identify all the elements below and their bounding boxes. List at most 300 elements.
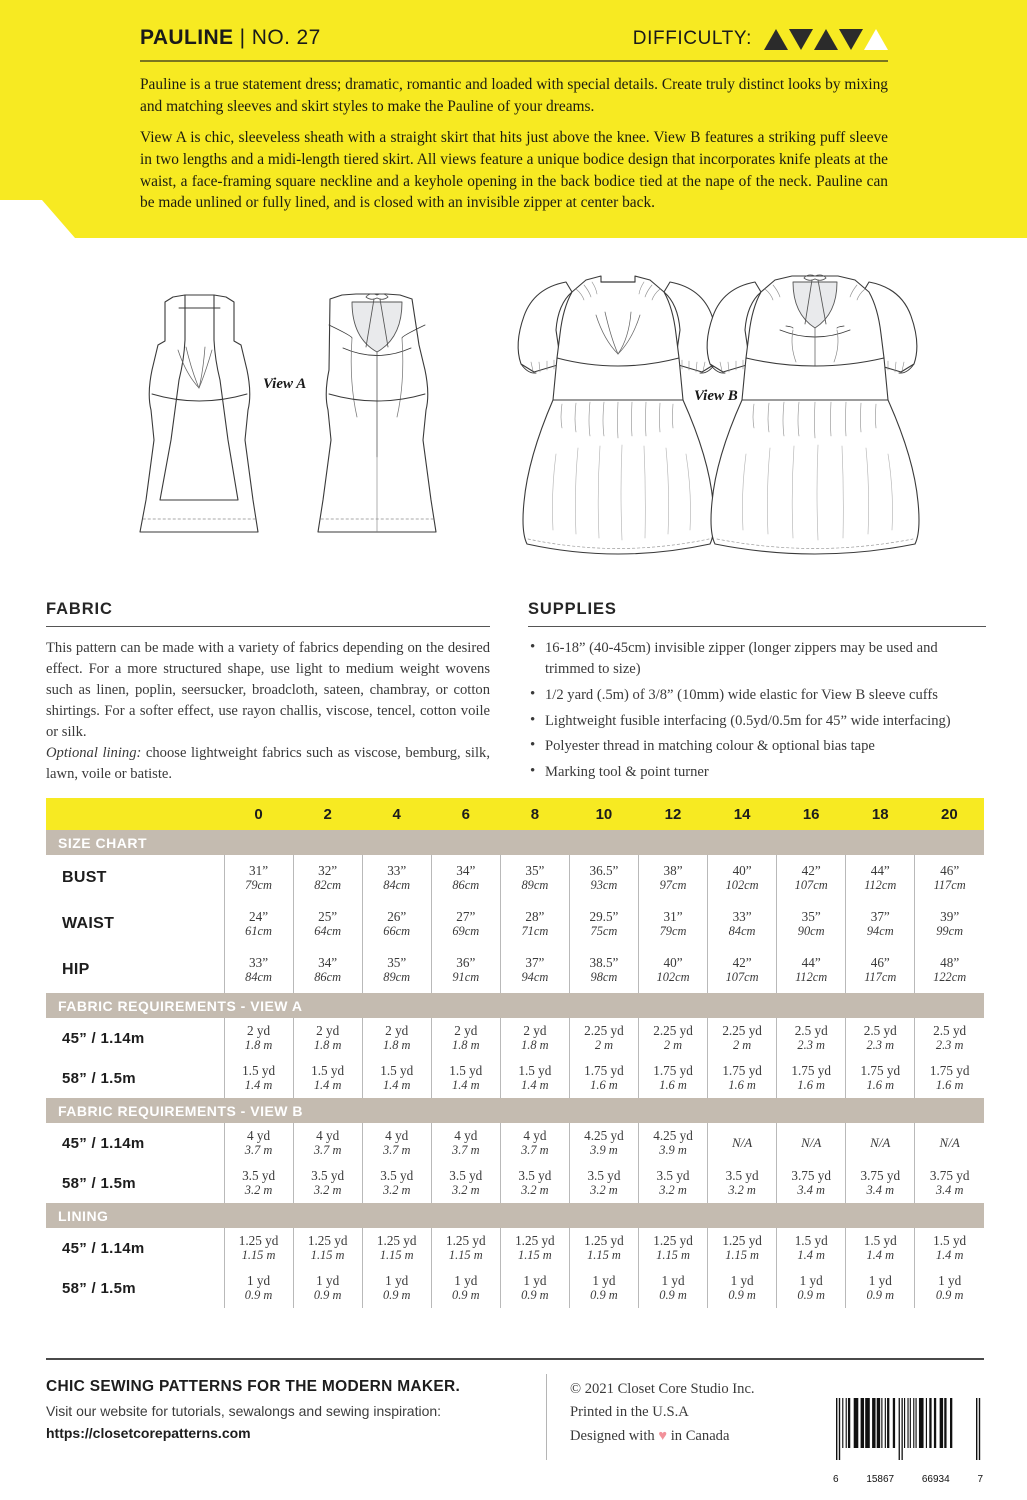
cell-imperial: 35” [387, 954, 407, 970]
table-cell [431, 1123, 500, 1163]
cell-metric: 1.4 m [521, 1078, 549, 1093]
pattern-number: NO. 27 [251, 26, 321, 49]
table-cell [777, 855, 846, 901]
cell-metric: 3.2 m [452, 1183, 480, 1198]
view-a-front-illustration [140, 295, 258, 532]
size-header-cell: 10 [569, 798, 638, 830]
cell-metric: 1.15 m [310, 1248, 345, 1263]
cell-metric: 3.7 m [313, 1143, 342, 1158]
table-cell [777, 1163, 846, 1203]
table-cell [638, 901, 707, 947]
cell-imperial: 35” [801, 908, 821, 924]
table-row [46, 1123, 984, 1163]
cell-imperial: 26” [387, 908, 407, 924]
line-drawings-svg [0, 242, 1027, 594]
cell-imperial: 33” [249, 954, 269, 970]
cell-metric: 1.4 m [382, 1078, 411, 1093]
cell-metric: 1.4 m [797, 1248, 825, 1263]
cell-metric: 3.7 m [452, 1143, 480, 1158]
table-cell [362, 1163, 431, 1203]
table-cell [500, 1018, 569, 1058]
table-cell [708, 1228, 777, 1268]
cell-metric: 3.2 m [521, 1183, 549, 1198]
cell-metric: 0.9 m [728, 1288, 756, 1303]
view-b-front-illustration [518, 276, 718, 554]
cell-imperial: 4 yd [247, 1127, 271, 1143]
cell-metric: 99cm [936, 924, 964, 939]
cell-imperial: 46” [870, 954, 890, 970]
table-cell [500, 1268, 569, 1308]
cell-metric: 1.8 m [382, 1038, 411, 1053]
cell-imperial: 39” [940, 908, 960, 924]
cell-metric: 1.8 m [452, 1038, 480, 1053]
requirement-row-label: 58” / 1.5m [62, 1069, 136, 1087]
table-cell [915, 1058, 984, 1098]
intro-paragraph-1: Pauline is a true statement dress; dramatic, romantic and loaded with special details. Create truly distinct looks by mixing and matching sleeves and skirt styles to make the Pauline of your dreams. [140, 76, 888, 115]
band-view-a [46, 993, 984, 1018]
table-row [46, 855, 984, 901]
cell-metric: 3.2 m [659, 1183, 687, 1198]
measurement-row-label: HIP [62, 961, 90, 978]
table-cell [224, 1123, 293, 1163]
cell-metric: 1.15 m [725, 1248, 759, 1263]
cell-metric: 69cm [452, 924, 480, 939]
cell-imperial: 31” [249, 862, 269, 878]
table-cell [777, 1123, 846, 1163]
difficulty-triangle-1-icon [764, 29, 788, 50]
cell-imperial: 1.25 yd [653, 1232, 693, 1248]
designed-post: in Canada [667, 1427, 730, 1444]
barcode-digit-right: 7 [977, 1473, 983, 1485]
table-row [46, 1268, 984, 1308]
cell-metric: 1.15 m [587, 1248, 621, 1263]
cell-metric: 86cm [452, 878, 480, 893]
table-cell [777, 1018, 846, 1058]
cell-metric: 3.4 m [797, 1183, 825, 1198]
table-cell [777, 1228, 846, 1268]
cell-metric: 2 m [732, 1038, 752, 1053]
barcode-digits-2: 66934 [921, 1473, 950, 1485]
barcode-svg [832, 1396, 984, 1468]
table-cell [224, 1163, 293, 1203]
fabric-heading: FABRIC [46, 600, 113, 618]
cell-metric: 102cm [725, 878, 759, 893]
printed-line: Printed in the U.S.A [570, 1404, 689, 1421]
technical-drawings [0, 242, 1027, 594]
size-header-cell: 14 [708, 798, 777, 830]
cell-metric: 1.4 m [244, 1078, 273, 1093]
cell-imperial: 24” [249, 908, 269, 924]
table-cell [569, 1268, 638, 1308]
size-header-cell: 20 [915, 798, 984, 830]
cell-imperial: 44” [870, 862, 890, 878]
difficulty-meter [633, 28, 888, 50]
cell-imperial: 2 yd [454, 1022, 478, 1038]
supplies-section [528, 600, 986, 788]
cell-imperial: 4 yd [523, 1127, 547, 1143]
difficulty-triangle-5-icon [864, 29, 888, 50]
table-cell [500, 901, 569, 947]
fabric-section [46, 600, 490, 785]
cell-metric: 1.6 m [590, 1078, 618, 1093]
view-b-back-illustration [707, 275, 919, 554]
intro-paragraph-2: View A is chic, sleeveless sheath with a straight skirt that hits just above the knee. View B features a striking puff sleeve in two lengths and a midi-length tiered skirt. All views feature a unique bodice design that incorporates knife pleats at the waist, a face-framing square neckline and a keyhole opening in the back bodice tied at the nape of the neck. Pauline can be made unlined or fully lined, and is closed with an invisible zipper at center back. [140, 128, 888, 212]
band-view-a-label: FABRIC REQUIREMENTS - VIEW A [46, 993, 984, 1018]
cell-metric: 82cm [314, 878, 342, 893]
table-cell [708, 855, 777, 901]
cell-imperial: 1 yd [592, 1272, 616, 1288]
footer [46, 1358, 984, 1485]
cell-imperial: 1.25 yd [376, 1232, 417, 1248]
designed-line [570, 1425, 820, 1449]
table-cell [224, 901, 293, 947]
cell-metric: 1.6 m [728, 1078, 756, 1093]
cell-na: N/A [870, 1135, 891, 1150]
cell-imperial: 2 yd [316, 1022, 340, 1038]
cell-metric: 1.4 m [935, 1248, 964, 1263]
table-cell [293, 1163, 362, 1203]
table-cell [638, 1228, 707, 1268]
requirement-row-label: 45” / 1.14m [62, 1029, 145, 1047]
table-cell [500, 1163, 569, 1203]
cell-metric: 112cm [864, 878, 897, 893]
cell-metric: 112cm [795, 970, 828, 985]
cell-imperial: 4 yd [316, 1127, 340, 1143]
footer-body [46, 1377, 984, 1485]
cell-imperial: 4 yd [454, 1127, 478, 1143]
cell-imperial: 1 yd [868, 1272, 892, 1288]
table-cell [224, 1268, 293, 1308]
cell-metric: 0.9 m [590, 1288, 618, 1303]
table-cell [569, 1123, 638, 1163]
size-header-cell: 2 [293, 798, 362, 830]
cell-imperial: 3.5 yd [656, 1167, 690, 1183]
cell-metric: 71cm [521, 924, 549, 939]
brand-block [46, 1378, 546, 1449]
cell-imperial: 1 yd [661, 1272, 685, 1288]
table-cell [846, 1163, 915, 1203]
table-cell [915, 855, 984, 901]
cell-imperial: 33” [387, 862, 407, 878]
cell-metric: 1.15 m [656, 1248, 690, 1263]
table-cell [431, 1058, 500, 1098]
measurement-row-label: WAIST [62, 915, 115, 932]
cell-imperial: 42” [732, 954, 752, 970]
cell-imperial: 40” [663, 954, 683, 970]
table-cell [431, 1018, 500, 1058]
cell-metric: 2.3 m [935, 1038, 964, 1053]
cell-imperial: 3.75 yd [929, 1167, 970, 1183]
table-cell [777, 947, 846, 993]
table-row [46, 1163, 984, 1203]
title-separator: | [239, 26, 246, 49]
cell-metric: 3.7 m [244, 1143, 273, 1158]
cell-metric: 84cm [383, 878, 411, 893]
table-cell [915, 1228, 984, 1268]
cell-metric: 1.4 m [313, 1078, 342, 1093]
cell-metric: 0.9 m [521, 1288, 549, 1303]
cell-imperial: 3.5 yd [518, 1167, 552, 1183]
supplies-list [528, 638, 986, 782]
heart-icon: ♥ [658, 1427, 668, 1444]
cell-imperial: 1.25 yd [515, 1232, 555, 1248]
table-cell [569, 1228, 638, 1268]
cell-metric: 3.9 m [590, 1143, 618, 1158]
table-row [46, 947, 984, 993]
table-row [46, 901, 984, 947]
cell-metric: 79cm [659, 924, 687, 939]
cell-metric: 117cm [864, 970, 897, 985]
list-item: • 1/2 yard (.5m) of 3/8” (10mm) wide elastic for View B sleeve cuffs [528, 685, 986, 706]
cell-imperial: 1.5 yd [311, 1062, 345, 1078]
table-cell [569, 1018, 638, 1058]
cell-metric: 94cm [521, 970, 549, 985]
cell-imperial: 1.25 yd [722, 1232, 762, 1248]
cell-na: N/A [801, 1135, 822, 1150]
cell-metric: 94cm [866, 924, 894, 939]
cell-metric: 3.2 m [382, 1183, 411, 1198]
table-cell [500, 1228, 569, 1268]
cell-imperial: 34” [456, 862, 476, 878]
table-cell [293, 947, 362, 993]
table-cell [708, 1268, 777, 1308]
table-cell [638, 855, 707, 901]
table-cell [915, 1163, 984, 1203]
cell-imperial: 1.25 yd [307, 1232, 348, 1248]
cell-imperial: 3.5 yd [587, 1167, 621, 1183]
cell-imperial: 37” [870, 908, 890, 924]
table-cell [293, 1123, 362, 1163]
website-url[interactable]: https://closetcorepatterns.com [46, 1424, 251, 1441]
footer-vertical-divider [546, 1374, 547, 1460]
cell-metric: 1.15 m [518, 1248, 552, 1263]
fabric-lining-lead: Optional lining: [46, 745, 142, 762]
difficulty-triangle-4-icon [839, 29, 863, 50]
barcode-digit-left: 6 [833, 1473, 839, 1485]
table-cell [638, 1268, 707, 1308]
intro-text [140, 74, 888, 214]
list-item: • Marking tool & point turner [528, 762, 986, 783]
table-cell [431, 947, 500, 993]
designed-pre: Designed with [570, 1427, 659, 1444]
table-cell [846, 947, 915, 993]
cell-imperial: 38” [663, 862, 683, 878]
cell-metric: 0.9 m [452, 1288, 480, 1303]
cell-imperial: 1.75 yd [791, 1062, 831, 1078]
table-row [46, 1228, 984, 1268]
band-lining-label: LINING [46, 1203, 984, 1228]
cell-imperial: 31” [663, 908, 683, 924]
cell-imperial: 1 yd [454, 1272, 478, 1288]
table-cell [224, 1228, 293, 1268]
size-header-row [46, 798, 984, 830]
table-cell [638, 1163, 707, 1203]
cell-metric: 3.7 m [521, 1143, 549, 1158]
cell-imperial: 3.5 yd [449, 1167, 483, 1183]
band-size-chart [46, 830, 984, 855]
cell-imperial: 1.5 yd [242, 1062, 276, 1078]
table-cell [915, 1268, 984, 1308]
cell-imperial: 1 yd [799, 1272, 823, 1288]
cell-imperial: 1.5 yd [863, 1232, 897, 1248]
cell-imperial: 25” [318, 908, 338, 924]
fabric-divider [46, 626, 490, 627]
cell-imperial: 27” [456, 908, 476, 924]
table-cell [362, 901, 431, 947]
cell-na: N/A [731, 1135, 753, 1150]
requirement-row-label: 58” / 1.5m [62, 1174, 136, 1192]
table-cell [846, 1058, 915, 1098]
title-row [140, 26, 888, 50]
size-header-cell: 16 [777, 798, 846, 830]
cell-imperial: 36.5” [589, 862, 619, 878]
cell-metric: 1.6 m [797, 1078, 825, 1093]
cell-metric: 84cm [245, 970, 272, 985]
cell-metric: 1.6 m [659, 1078, 687, 1093]
cell-metric: 89cm [383, 970, 411, 985]
cell-imperial: 1 yd [385, 1272, 409, 1288]
table-cell [915, 901, 984, 947]
band-lining [46, 1203, 984, 1228]
cell-imperial: 1 yd [316, 1272, 340, 1288]
cell-imperial: 2.25 yd [653, 1022, 693, 1038]
cell-metric: 3.2 m [313, 1183, 342, 1198]
visit-line: Visit our website for tutorials, sewalongs and sewing inspiration: [46, 1402, 442, 1419]
list-item: • Polyester thread in matching colour & optional bias tape [528, 736, 986, 757]
legal-block [570, 1378, 820, 1449]
table-cell [224, 1058, 293, 1098]
table-cell [224, 855, 293, 901]
cell-metric: 3.4 m [866, 1183, 895, 1198]
cell-imperial: 1.25 yd [238, 1232, 279, 1248]
table-cell [431, 1163, 500, 1203]
barcode-image [832, 1396, 984, 1473]
page-title [140, 26, 321, 50]
cell-imperial: 36” [456, 954, 476, 970]
table-cell [500, 1058, 569, 1098]
table-cell [500, 855, 569, 901]
cell-metric: 1.15 m [448, 1248, 483, 1263]
copyright-line: © 2021 Closet Core Studio Inc. [570, 1380, 755, 1397]
cell-imperial: 2.25 yd [584, 1022, 624, 1038]
table-cell [569, 901, 638, 947]
table-cell [224, 1018, 293, 1058]
cell-imperial: 1.75 yd [584, 1062, 624, 1078]
cell-metric: 64cm [314, 924, 342, 939]
cell-imperial: 32” [318, 862, 338, 878]
table-cell [638, 1123, 707, 1163]
size-chart-table [46, 798, 984, 1308]
view-b-label: View B [694, 388, 738, 404]
cell-imperial: 42” [801, 862, 821, 878]
table-cell [431, 855, 500, 901]
table-cell [293, 1268, 362, 1308]
size-header-cell: 6 [431, 798, 500, 830]
table-cell [846, 855, 915, 901]
fabric-paragraph: This pattern can be made with a variety of fabrics depending on the desired effect. For a more structured shape, use light to medium weight wovens such as linen, poplin, seersucker, broadcloth, sateen, chambray, or cotton shirtings. For a softer effect, use rayon challis, viscose, tencel, cotton voile or silk. [46, 640, 490, 741]
cell-imperial: 1.75 yd [860, 1062, 901, 1078]
table-cell [362, 1018, 431, 1058]
table-cell [431, 1228, 500, 1268]
barcode-digits-1: 15867 [866, 1473, 895, 1485]
cell-imperial: 40” [732, 862, 752, 878]
cell-imperial: 29.5” [589, 908, 619, 924]
cell-imperial: 46” [940, 862, 960, 878]
list-item: • Lightweight fusible interfacing (0.5yd/0.5m for 45” wide interfacing) [528, 711, 986, 732]
cell-metric: 117cm [933, 878, 966, 893]
cell-metric: 0.9 m [935, 1288, 964, 1303]
cell-imperial: 2.5 yd [863, 1022, 897, 1038]
cell-metric: 0.9 m [866, 1288, 895, 1303]
cell-imperial: 3.75 yd [791, 1167, 831, 1183]
cell-metric: 1.8 m [244, 1038, 273, 1053]
table-cell [846, 901, 915, 947]
cell-imperial: 33” [732, 908, 752, 924]
cell-metric: 90cm [797, 924, 825, 939]
cell-metric: 0.9 m [797, 1288, 825, 1303]
table-row [46, 1058, 984, 1098]
cell-imperial: 3.5 yd [725, 1167, 759, 1183]
table-cell [431, 901, 500, 947]
cell-imperial: 34” [318, 954, 338, 970]
difficulty-label: DIFFICULTY: [632, 28, 752, 49]
supplies-divider [528, 626, 986, 627]
cell-metric: 1.6 m [935, 1078, 964, 1093]
cell-imperial: 1.5 yd [449, 1062, 483, 1078]
cell-imperial: 1 yd [938, 1272, 962, 1288]
cell-metric: 93cm [590, 878, 618, 893]
table-cell [500, 947, 569, 993]
table-cell [431, 1268, 500, 1308]
cell-metric: 107cm [725, 970, 759, 985]
table-cell [362, 1268, 431, 1308]
table-cell [777, 1268, 846, 1308]
cell-imperial: 1.75 yd [653, 1062, 693, 1078]
cell-metric: 1.4 m [452, 1078, 480, 1093]
table-cell [708, 901, 777, 947]
table-cell [500, 1123, 569, 1163]
cell-metric: 97cm [659, 878, 687, 893]
pattern-name: PAULINE [140, 26, 234, 49]
cell-metric: 3.2 m [728, 1183, 756, 1198]
cell-imperial: 2.5 yd [794, 1022, 828, 1038]
band-view-b-label: FABRIC REQUIREMENTS - VIEW B [46, 1098, 984, 1123]
table-cell [708, 1123, 777, 1163]
view-a-label: View A [263, 376, 307, 392]
cell-metric: 0.9 m [382, 1288, 411, 1303]
cell-metric: 3.4 m [935, 1183, 964, 1198]
cell-imperial: 1.5 yd [794, 1232, 828, 1248]
cell-imperial: 38.5” [589, 954, 619, 970]
cell-metric: 89cm [521, 878, 549, 893]
cell-metric: 3.2 m [590, 1183, 618, 1198]
cell-metric: 0.9 m [313, 1288, 342, 1303]
table-cell [708, 947, 777, 993]
cell-imperial: 1.75 yd [929, 1062, 970, 1078]
table-cell [569, 1163, 638, 1203]
cell-metric: 2.3 m [797, 1038, 825, 1053]
barcode-numbers [832, 1474, 984, 1485]
table-cell [708, 1163, 777, 1203]
cell-imperial: 2.25 yd [722, 1022, 762, 1038]
cell-imperial: 1.5 yd [380, 1062, 414, 1078]
cell-metric: 2.3 m [866, 1038, 895, 1053]
fabric-lining-note [46, 743, 490, 785]
cell-metric: 79cm [245, 878, 272, 893]
cell-imperial: 1.5 yd [933, 1232, 967, 1248]
table-cell [293, 901, 362, 947]
cell-metric: 91cm [452, 970, 480, 985]
